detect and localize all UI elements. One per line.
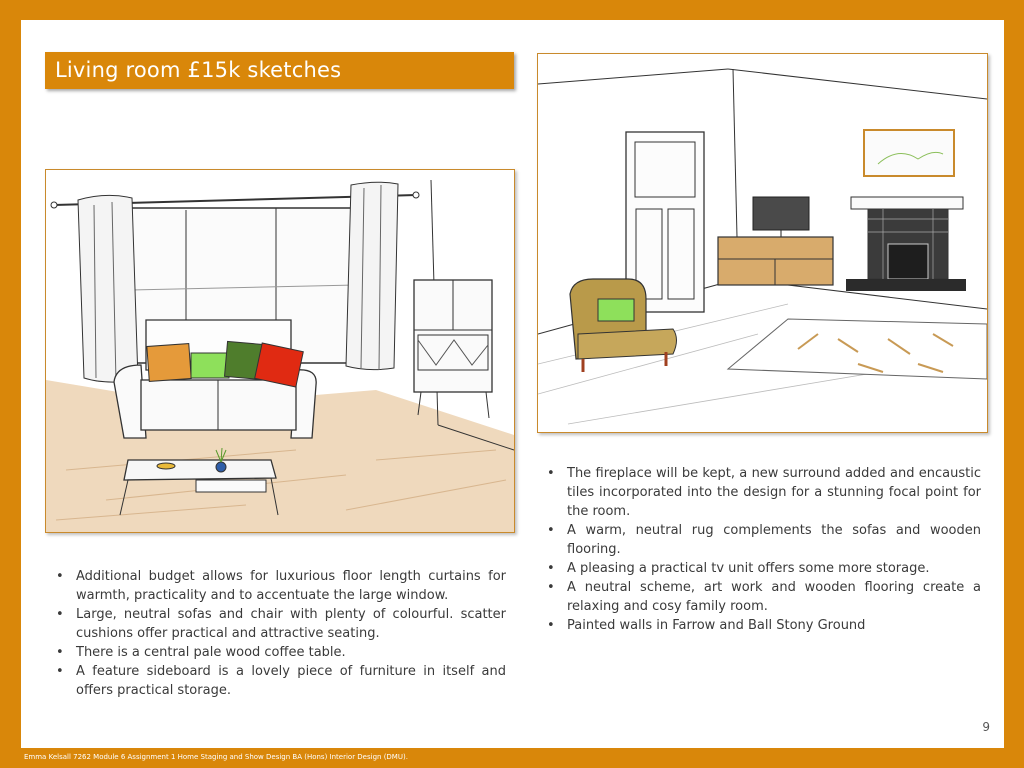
document-page	[21, 20, 1004, 748]
sofa-window-drawing	[46, 170, 514, 532]
list-item: • There is a central pale wood coffee table.	[54, 643, 506, 662]
right-notes-list	[545, 464, 981, 635]
list-item: • Additional budget allows for luxurious floor length curtains for warmth, practicality and to accentuate the large window.	[54, 567, 506, 605]
list-item: • Painted walls in Farrow and Ball Stony Ground	[545, 616, 981, 635]
page-title: Living room £15k sketches	[45, 52, 514, 89]
list-item: • A warm, neutral rug complements the sofas and wooden flooring.	[545, 521, 981, 559]
list-item: • A feature sideboard is a lovely piece of furniture in itself and offers practical storage.	[54, 662, 506, 700]
page-number: 9	[982, 720, 990, 734]
sketch-fireplace-tv	[537, 53, 988, 433]
footer-credit: Emma Kelsall 7262 Module 6 Assignment 1 Home Staging and Show Design BA (Hons) Interior Design (DMU).	[24, 753, 408, 761]
list-item: • A neutral scheme, art work and wooden flooring create a relaxing and cosy family room.	[545, 578, 981, 616]
fireplace-tv-drawing	[538, 54, 987, 432]
left-notes-list	[54, 567, 506, 700]
sketch-sofa-window	[45, 169, 515, 533]
list-item: • A pleasing a practical tv unit offers some more storage.	[545, 559, 981, 578]
list-item: • Large, neutral sofas and chair with plenty of colourful. scatter cushions offer practical and attractive seating.	[54, 605, 506, 643]
list-item: • The fireplace will be kept, a new surround added and encaustic tiles incorporated into the design for a stunning focal point for the room.	[545, 464, 981, 521]
